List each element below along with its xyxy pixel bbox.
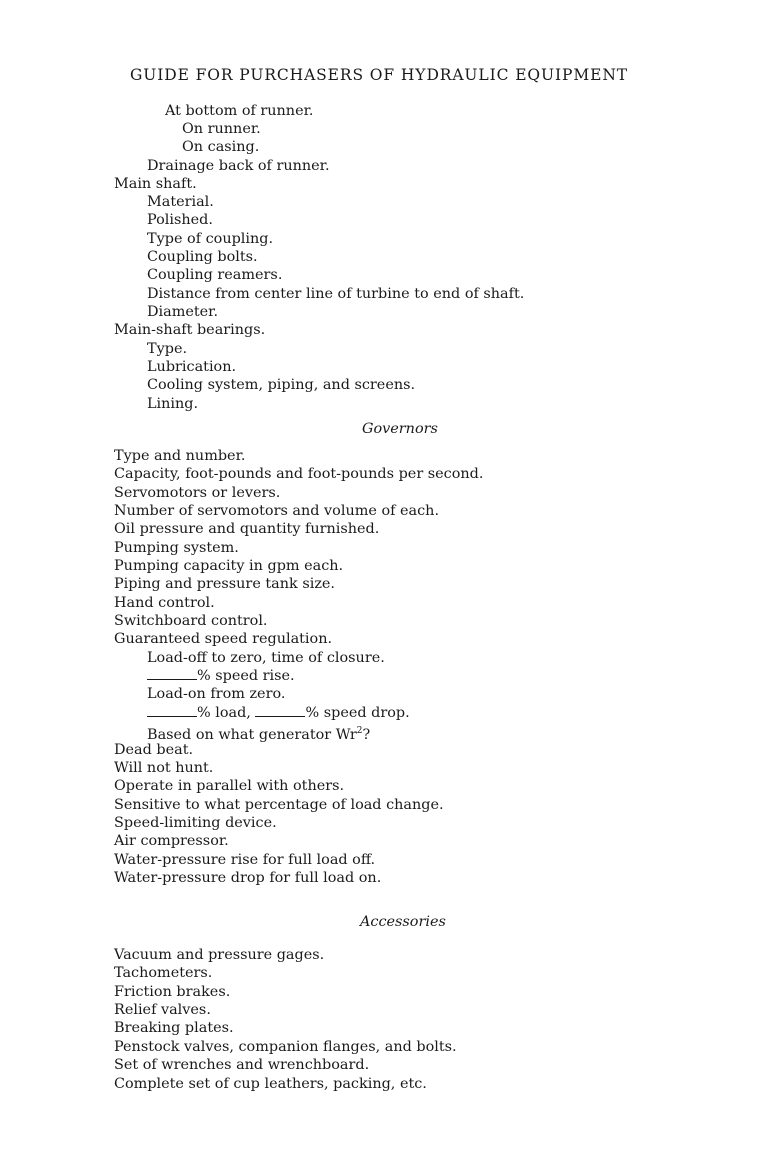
page-header: GUIDE FOR PURCHASERS OF HYDRAULIC EQUIPMENT — [130, 66, 629, 84]
fill-blank — [147, 667, 197, 680]
fill-blank — [255, 704, 305, 717]
fill-blank — [147, 704, 197, 717]
section-heading-governors: Governors — [362, 421, 438, 437]
section-heading-accessories: Accessories — [360, 914, 446, 930]
